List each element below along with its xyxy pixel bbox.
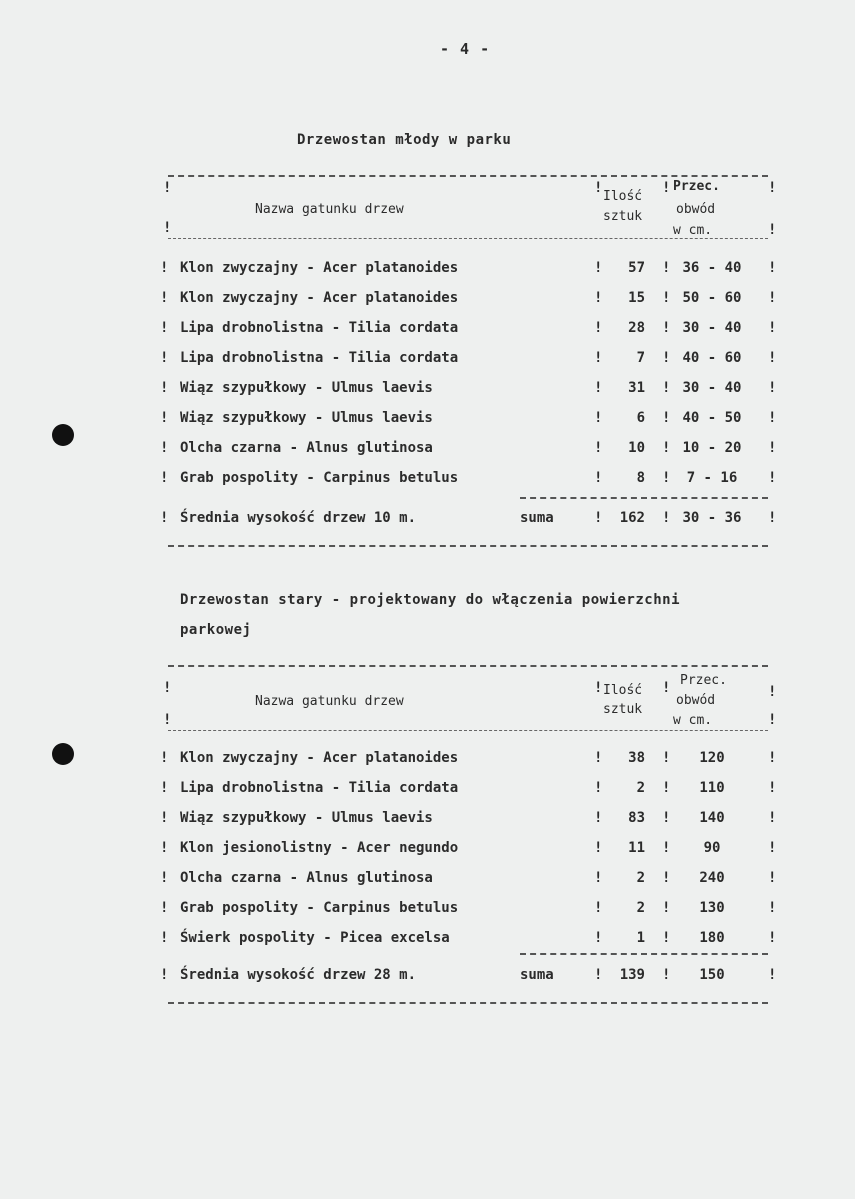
row-bar: ! (594, 380, 603, 396)
row-bar: ! (160, 440, 169, 456)
tree-count: 10 (628, 440, 645, 456)
table-row (0, 780, 855, 804)
table-row (0, 900, 855, 924)
circumference: 140 (699, 810, 725, 826)
row-bar: ! (768, 967, 777, 983)
table1-bottom-rule (168, 545, 768, 547)
table-row (0, 840, 855, 864)
row-bar: ! (662, 320, 671, 336)
row-bar: ! (768, 930, 777, 946)
table1-header-count: Ilość (603, 189, 643, 204)
table1-header-bar: ! (163, 220, 172, 236)
tree-count: 83 (628, 810, 645, 826)
circumference: 40 - 60 (682, 350, 742, 366)
table2-header-bar: ! (163, 712, 172, 728)
row-bar: ! (594, 900, 603, 916)
circumference: 90 (703, 840, 721, 856)
tree-count: 1 (636, 930, 645, 946)
table1-header-bar: ! (594, 180, 603, 196)
circumference: 30 - 40 (682, 380, 742, 396)
row-bar: ! (594, 440, 603, 456)
table-row (0, 750, 855, 774)
row-bar: ! (160, 380, 169, 396)
table1-header-bar: ! (768, 180, 777, 196)
summary-count: 139 (619, 967, 645, 983)
table2-header-count-unit: sztuk (603, 702, 643, 717)
row-bar: ! (160, 930, 169, 946)
row-bar: ! (594, 410, 603, 426)
table-row (0, 410, 855, 434)
species-name: Klon zwyczajny - Acer platanoides (180, 290, 459, 306)
table2-summary-row (0, 967, 855, 991)
summary-obw: 30 - 36 (682, 510, 742, 526)
table2-header-name: Nazwa gatunku drzew (255, 694, 404, 709)
table-row (0, 440, 855, 464)
row-bar: ! (662, 780, 671, 796)
row-bar: ! (594, 470, 603, 486)
species-name: Lipa drobnolistna - Tilia cordata (180, 780, 459, 796)
circumference: 240 (699, 870, 725, 886)
table-row (0, 380, 855, 404)
species-name: Wiąz szypułkowy - Ulmus laevis (180, 380, 433, 396)
row-bar: ! (662, 440, 671, 456)
table2-header-bar: ! (163, 680, 172, 696)
row-bar: ! (160, 410, 169, 426)
species-name: Grab pospolity - Carpinus betulus (180, 900, 459, 916)
row-bar: ! (662, 290, 671, 306)
tree-count: 11 (628, 840, 645, 856)
circumference: 36 - 40 (682, 260, 742, 276)
table1-header-count-unit: sztuk (603, 209, 643, 224)
row-bar: ! (594, 870, 603, 886)
row-bar: ! (768, 870, 777, 886)
row-bar: ! (662, 870, 671, 886)
row-bar: ! (662, 470, 671, 486)
summary-suma: suma (520, 510, 554, 526)
section1-title: Drzewostan młody w parku (297, 132, 512, 148)
table-row (0, 810, 855, 834)
row-bar: ! (594, 320, 603, 336)
species-name: Lipa drobnolistna - Tilia cordata (180, 320, 459, 336)
table1-header-bar: ! (163, 180, 172, 196)
row-bar: ! (662, 510, 671, 526)
table1-header-rule (168, 238, 768, 239)
circumference: 40 - 50 (682, 410, 742, 426)
circumference: 120 (699, 750, 725, 766)
page-number: - 4 - (440, 40, 491, 58)
table-row (0, 870, 855, 894)
circumference: 10 - 20 (682, 440, 742, 456)
table1-header-obw-2: obwód (676, 202, 716, 217)
table-row (0, 320, 855, 344)
tree-count: 31 (628, 380, 645, 396)
species-name: Grab pospolity - Carpinus betulus (180, 470, 459, 486)
row-bar: ! (662, 900, 671, 916)
row-bar: ! (662, 410, 671, 426)
tree-count: 2 (636, 870, 645, 886)
species-name: Olcha czarna - Alnus glutinosa (180, 870, 433, 886)
row-bar: ! (160, 290, 169, 306)
row-bar: ! (594, 810, 603, 826)
row-bar: ! (160, 967, 169, 983)
row-bar: ! (594, 750, 603, 766)
table2-header-count: Ilość (603, 683, 643, 698)
species-name: Wiąz szypułkowy - Ulmus laevis (180, 810, 433, 826)
row-bar: ! (662, 350, 671, 366)
row-bar: ! (768, 260, 777, 276)
row-bar: ! (662, 810, 671, 826)
circumference: 110 (699, 780, 725, 796)
row-bar: ! (662, 840, 671, 856)
circumference: 30 - 40 (682, 320, 742, 336)
tree-count: 2 (636, 780, 645, 796)
tree-count: 2 (636, 900, 645, 916)
row-bar: ! (160, 840, 169, 856)
tree-count: 15 (628, 290, 645, 306)
summary-label: Średnia wysokość drzew 10 m. (180, 510, 417, 526)
tree-count: 28 (628, 320, 645, 336)
table1-header-obw-3: w cm. (673, 223, 713, 238)
table1-header-name: Nazwa gatunku drzew (255, 202, 404, 217)
table1-header-bar: ! (662, 180, 671, 196)
table-row (0, 290, 855, 314)
summary-suma: suma (520, 967, 554, 983)
row-bar: ! (768, 350, 777, 366)
species-name: Klon zwyczajny - Acer platanoides (180, 260, 459, 276)
species-name: Lipa drobnolistna - Tilia cordata (180, 350, 459, 366)
section2-title: Drzewostan stary - projektowany do włączenia powierzchni (180, 592, 681, 608)
species-name: Wiąz szypułkowy - Ulmus laevis (180, 410, 433, 426)
row-bar: ! (160, 350, 169, 366)
row-bar: ! (662, 930, 671, 946)
row-bar: ! (768, 900, 777, 916)
row-bar: ! (160, 320, 169, 336)
summary-label: Średnia wysokość drzew 28 m. (180, 967, 417, 983)
row-bar: ! (594, 840, 603, 856)
table-row (0, 470, 855, 494)
summary-count: 162 (619, 510, 645, 526)
table2-bottom-rule (168, 1002, 768, 1004)
tree-count: 8 (636, 470, 645, 486)
row-bar: ! (594, 260, 603, 276)
tree-count: 6 (636, 410, 645, 426)
species-name: Świerk pospolity - Picea excelsa (180, 930, 450, 946)
table2-header-rule (168, 730, 768, 731)
row-bar: ! (768, 470, 777, 486)
circumference: 7 - 16 (686, 470, 738, 486)
row-bar: ! (160, 470, 169, 486)
row-bar: ! (160, 750, 169, 766)
row-bar: ! (160, 810, 169, 826)
row-bar: ! (768, 510, 777, 526)
row-bar: ! (160, 780, 169, 796)
row-bar: ! (768, 380, 777, 396)
row-bar: ! (662, 750, 671, 766)
row-bar: ! (160, 260, 169, 276)
species-name: Olcha czarna - Alnus glutinosa (180, 440, 433, 456)
circumference: 130 (699, 900, 725, 916)
row-bar: ! (768, 290, 777, 306)
row-bar: ! (662, 260, 671, 276)
circumference: 180 (699, 930, 725, 946)
row-bar: ! (662, 967, 671, 983)
row-bar: ! (160, 900, 169, 916)
tree-count: 57 (628, 260, 645, 276)
species-name: Klon zwyczajny - Acer platanoides (180, 750, 459, 766)
row-bar: ! (768, 810, 777, 826)
row-bar: ! (768, 840, 777, 856)
row-bar: ! (594, 290, 603, 306)
row-bar: ! (768, 750, 777, 766)
table2-header-bar: ! (662, 680, 671, 696)
tree-count: 38 (628, 750, 645, 766)
row-bar: ! (662, 380, 671, 396)
row-bar: ! (594, 967, 603, 983)
circumference: 50 - 60 (682, 290, 742, 306)
row-bar: ! (160, 510, 169, 526)
row-bar: ! (594, 510, 603, 526)
row-bar: ! (768, 780, 777, 796)
table-row (0, 350, 855, 374)
row-bar: ! (594, 930, 603, 946)
table2-header-bar: ! (768, 712, 777, 728)
table-row (0, 930, 855, 954)
table-row (0, 260, 855, 284)
species-name: Klon jesionolistny - Acer negundo (180, 840, 459, 856)
table1-top-rule (168, 175, 768, 177)
table2-header-obw: Przec. (680, 673, 727, 688)
table2-header-obw-2: obwód (676, 693, 716, 708)
table2-header-bar: ! (768, 684, 777, 700)
table2-header-obw-3: w cm. (673, 713, 713, 728)
table2-top-rule (168, 665, 768, 667)
row-bar: ! (768, 410, 777, 426)
table1-header-bar: ! (768, 222, 777, 238)
row-bar: ! (160, 870, 169, 886)
row-bar: ! (594, 350, 603, 366)
row-bar: ! (594, 780, 603, 796)
table2-header-bar: ! (594, 680, 603, 696)
row-bar: ! (768, 440, 777, 456)
summary-obw: 150 (699, 967, 725, 983)
section2-title-cont: parkowej (180, 622, 252, 638)
table2-sum-rule (520, 953, 768, 955)
table1-summary-row (0, 510, 855, 534)
table1-header-obw: Przec. (673, 179, 720, 194)
table1-sum-rule (520, 497, 768, 499)
row-bar: ! (768, 320, 777, 336)
tree-count: 7 (636, 350, 645, 366)
